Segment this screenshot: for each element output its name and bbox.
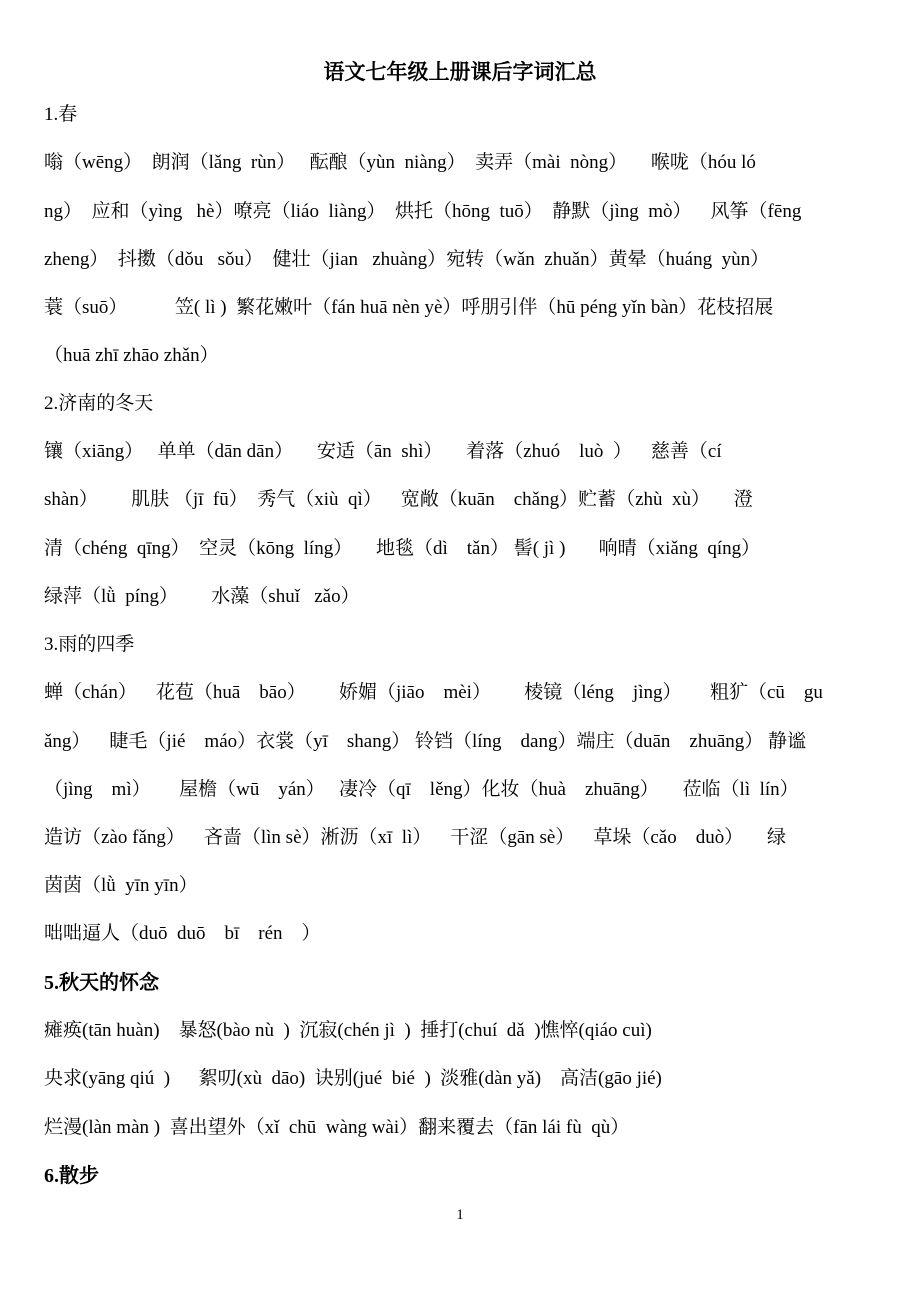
text-line: 瘫痪(tān huàn) 暴怒(bào nù ) 沉寂(chén jì ) 捶打(chuí dǎ )憔悴(qiáo cuì) xyxy=(44,1020,652,1041)
section-heading-5: 5.秋天的怀念 xyxy=(44,972,159,994)
text-line: 嗡（wēng） 朗润（lǎng rùn） 酝酿（yùn niàng） 卖弄（mài nòng） 喉咙（hóu ló xyxy=(44,152,756,173)
text-line: zheng） 抖擞（dǒu sǒu） 健壮（jian zhuàng）宛转（wǎn zhuǎn）黄晕（huáng yùn） xyxy=(44,249,770,270)
section-heading-2: 2.济南的冬天 xyxy=(44,393,154,414)
section-heading-3: 3.雨的四季 xyxy=(44,634,135,655)
text-line: 央求(yāng qiú ) 絮叨(xù dāo) 诀别(jué bié ) 淡雅(dàn yǎ) 高洁(gāo jié) xyxy=(44,1068,662,1089)
text-line: 茵茵（lǜ yīn yīn） xyxy=(44,875,198,896)
text-line: （huā zhī zhāo zhǎn） xyxy=(44,345,219,366)
text-line: 造访（zào fǎng） 吝啬（lìn sè）淅沥（xī lì） 干涩（gān sè） 草垛（cǎo duò） 绿 xyxy=(44,827,786,848)
section-heading-6: 6.散步 xyxy=(44,1165,99,1187)
section-heading-1: 1.春 xyxy=(44,104,78,125)
page-number: 1 xyxy=(456,1207,464,1223)
text-line: 镶（xiāng） 单单（dān dān） 安适（ān shì） 着落（zhuó luò ） 慈善（cí xyxy=(44,441,722,462)
text-line: 绿萍（lǜ píng） 水藻（shuǐ zǎo） xyxy=(44,586,360,607)
text-line: 烂漫(làn màn ) 喜出望外（xǐ chū wàng wài）翻来覆去（fān lái fù qù） xyxy=(44,1117,630,1138)
text-line: 蓑（suō） 笠( lì ) 繁花嫩叶（fán huā nèn yè）呼朋引伴（hū péng yǐn bàn）花枝招展 xyxy=(44,297,774,318)
text-line: 清（chéng qīng） 空灵（kōng líng） 地毯（dì tǎn） 髻( jì ) 响晴（xiǎng qíng） xyxy=(44,538,761,559)
text-line: 蝉（chán） 花苞（huā bāo） 娇媚（jiāo mèi） 棱镜（léng jìng） 粗犷（cū gu xyxy=(44,682,823,703)
text-line: （jìng mì） 屋檐（wū yán） 凄冷（qī lěng）化妆（huà zhuāng） 莅临（lì lín） xyxy=(44,779,799,800)
document-title: 语文七年级上册课后字词汇总 xyxy=(323,60,597,84)
text-line: ng） 应和（yìng hè）嘹亮（liáo liàng） 烘托（hōng tuō） 静默（jìng mò） 风筝（fēng xyxy=(44,201,802,222)
text-line: shàn） 肌肤 （jī fū） 秀气（xiù qì） 宽敞（kuān chǎng）贮蓄（zhù xù） 澄 xyxy=(44,489,753,510)
text-line: ǎng） 睫毛（jié máo）衣裳（yī shang） 铃铛（líng dang）端庄（duān zhuāng） 静谧 xyxy=(44,731,807,752)
text-line: 咄咄逼人（duō duō bī rén ） xyxy=(44,923,321,944)
